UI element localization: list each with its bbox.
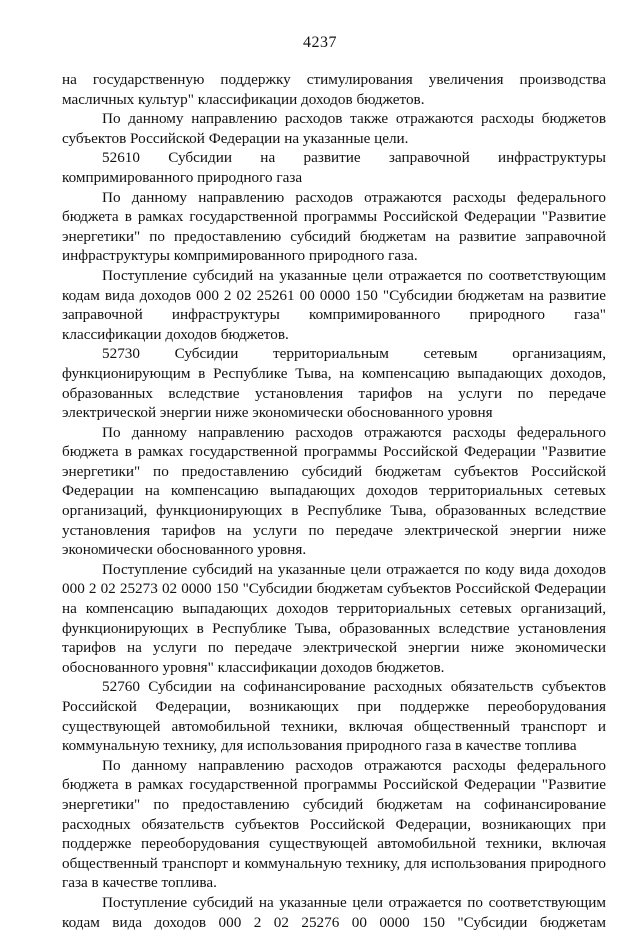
page-number: 4237 xyxy=(303,34,337,51)
paragraph: По данному направлению расходов отражаются расходы федерального бюджета в рамках государственной программы Российской Федерации "Развитие энергетики" по предоставлению субсидий бюджетам на софинансирование расходных обязательств субъектов Российской Федерации, возникающих при поддержке переоборудования существующей автомобильной техники, включая общественный транспорт и коммунальную технику, для использования природного газа в качестве топлива. xyxy=(62,756,606,892)
paragraph: Поступление субсидий на указанные цели отражается по соответствующим кодам вида доходов 000 2 02 25261 00 0000 150 "Субсидии бюджетам на развитие заправочной инфраструктуры компримированного природного газа" классификации доходов бюджетов. xyxy=(62,266,606,343)
paragraph: Поступление субсидий на указанные цели отражается по коду вида доходов 000 2 02 25273 02 0000 150 "Субсидии бюджетам субъектов Российской Федерации на компенсацию выпадающих доходов территориальных сетевых организаций, функционирующих в Республике Тыва, образованных вследствие установления тарифов на услуги по передаче электрической энергии ниже экономически обоснованного уровня" классификации доходов бюджетов. xyxy=(62,560,606,676)
paragraph: По данному направлению расходов отражаются расходы федерального бюджета в рамках государственной программы Российской Федерации "Развитие энергетики" по предоставлению субсидий бюджетам субъектов Российской Федерации на компенсацию выпадающих доходов территориальных сетевых организаций, функционирующих в Республике Тыва, образованных вследствие установления тарифов на услуги по передаче электрической энергии ниже экономически обоснованного уровня. xyxy=(62,423,606,559)
paragraph-continuation: на государственную поддержку стимулирования увеличения производства масличных культур" классификации доходов бюджетов. xyxy=(62,71,606,108)
section-heading-52610: 52610 Субсидии на развитие заправочной инфраструктуры компримированного природного газа xyxy=(62,149,606,186)
section-heading-52760: 52760 Субсидии на софинансирование расходных обязательств субъектов Российской Федерации, возникающих при поддержке переоборудования существующей автомобильной техники, включая общественный транспорт и коммунальную технику, для использования природного газа в качестве топлива xyxy=(62,678,606,755)
document-body xyxy=(62,70,606,932)
paragraph-truncated: Поступление субсидий на указанные цели отражается по соответствующим кодам вида доходов 000 2 02 25276 00 0000 150 "Субсидии бюджетам xyxy=(62,893,606,931)
paragraph: По данному направлению расходов также отражаются расходы бюджетов субъектов Российской Федерации на указанные цели. xyxy=(62,110,606,147)
section-heading-52730: 52730 Субсидии территориальным сетевым организациям, функционирующим в Республике Тыва, на компенсацию выпадающих доходов, образованных вследствие установления тарифов на услуги по передаче электрической энергии ниже экономически обоснованного уровня xyxy=(62,345,606,422)
paragraph: По данному направлению расходов отражаются расходы федерального бюджета в рамках государственной программы Российской Федерации "Развитие энергетики" по предоставлению субсидий бюджетам на развитие заправочной инфраструктуры компримированного природного газа. xyxy=(62,188,606,265)
